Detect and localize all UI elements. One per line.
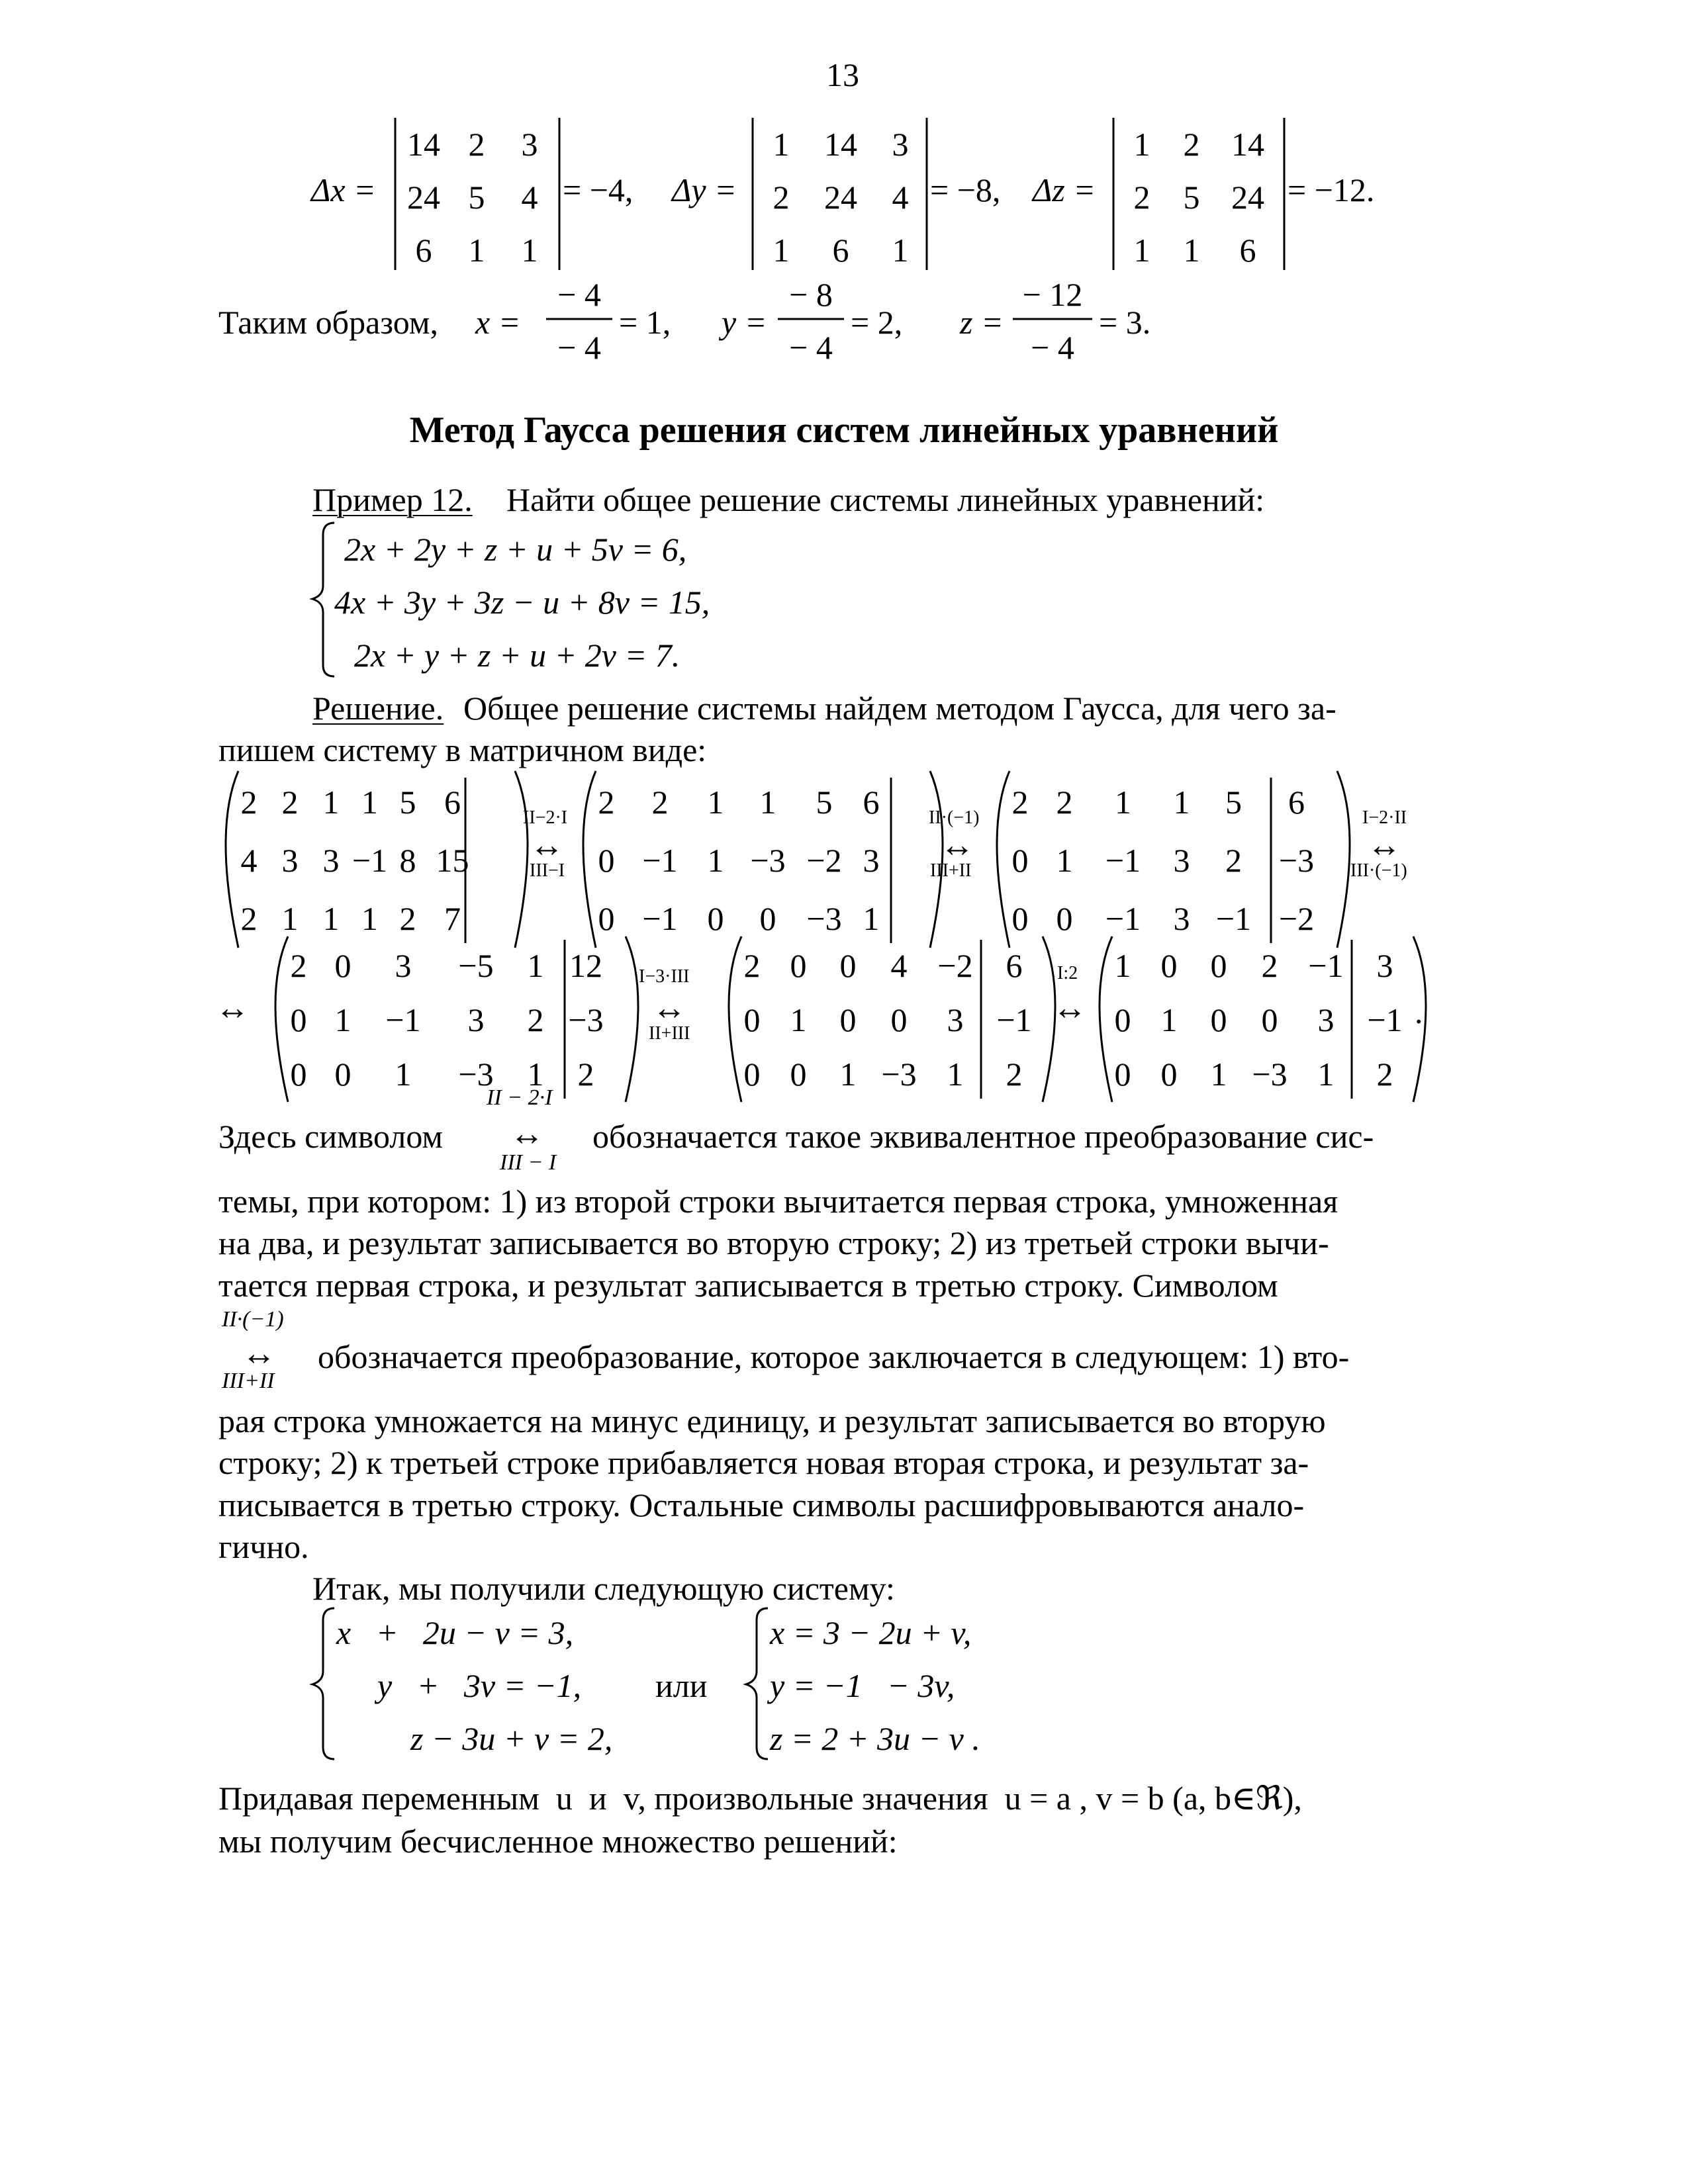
matrix-m5-cell-0-2: 0 xyxy=(839,947,857,984)
delta-y-cell-0-1: 14 xyxy=(824,126,857,163)
y-rhs: = 2, xyxy=(851,304,903,341)
system-eq-3: 2x + y + z + u + 2v = 7. xyxy=(354,637,680,674)
expl-sym2-top: II·(−1) xyxy=(222,1307,284,1332)
matrix-m1-cell-0-5: 6 xyxy=(444,784,461,821)
matrix-m1-cell-0-4: 5 xyxy=(399,784,416,821)
matrix-m2-cell-0-3: 1 xyxy=(759,784,776,821)
matrix-m6-cell-1-0: 0 xyxy=(1114,1001,1131,1038)
delta-x-cell-0-0: 14 xyxy=(407,126,440,163)
x-denominator: − 4 xyxy=(557,329,601,366)
delta-z-result: = −12. xyxy=(1288,171,1375,208)
delta-z-cell-1-0: 2 xyxy=(1133,179,1150,216)
matrix-m2-cell-0-0: 2 xyxy=(598,784,615,821)
result-right-3: z = 2 + 3u − v . xyxy=(770,1720,980,1757)
matrix-m2-cell-2-1: −1 xyxy=(642,900,678,937)
matrix-m2-cell-0-4: 5 xyxy=(816,784,833,821)
delta-x-cell-1-0: 24 xyxy=(407,179,440,216)
delta-y-cell-1-1: 24 xyxy=(824,179,857,216)
matrix-m3-cell-2-3: 3 xyxy=(1173,900,1190,937)
expl-p1-end: обозначается такое эквивалентное преобразование сис- xyxy=(592,1118,1374,1155)
delta-y-label: Δy = xyxy=(672,171,737,208)
matrix-m2-cell-1-5: 3 xyxy=(863,842,880,879)
delta-z-cell-1-1: 5 xyxy=(1183,179,1200,216)
matrix-m3-cell-0-2: 1 xyxy=(1115,784,1131,821)
op4-bottom: II+III xyxy=(649,1023,690,1044)
matrix-m4-cell-0-4: 1 xyxy=(527,947,544,984)
matrix-m1-cell-1-2: 3 xyxy=(322,842,340,879)
delta-x-label: Δx = xyxy=(311,171,376,208)
matrix-m3-cell-0-3: 1 xyxy=(1173,784,1190,821)
matrix-m2-cell-0-5: 6 xyxy=(863,784,880,821)
matrix-m6-cell-2-3: −3 xyxy=(1252,1056,1288,1093)
matrix-m1-cell-2-0: 2 xyxy=(240,900,258,937)
matrix-m5-cell-1-0: 0 xyxy=(743,1001,761,1038)
delta-z-cell-2-0: 1 xyxy=(1133,232,1150,269)
expl-sym2-bottom: III+II xyxy=(222,1369,275,1393)
matrix-m5-cell-2-1: 0 xyxy=(790,1056,807,1093)
matrix-m3-cell-2-4: −1 xyxy=(1215,900,1252,937)
delta-z-cell-2-1: 1 xyxy=(1183,232,1200,269)
delta-x-cell-2-1: 1 xyxy=(468,232,485,269)
matrix-m4-cell-2-5: 2 xyxy=(577,1056,594,1093)
matrix-m3-cell-2-0: 0 xyxy=(1011,900,1029,937)
matrix-m1-cell-1-0: 4 xyxy=(240,842,258,879)
delta-y-cell-1-0: 2 xyxy=(773,179,790,216)
matrix-m5-cell-2-3: −3 xyxy=(881,1056,917,1093)
op2-top: II·(−1) xyxy=(929,807,980,828)
matrix-m3-cell-0-5: 6 xyxy=(1288,784,1305,821)
matrix-end-period: . xyxy=(1415,993,1423,1030)
matrix-m4-cell-1-4: 2 xyxy=(527,1001,544,1038)
result-intro: Итак, мы получили следующую систему: xyxy=(312,1570,895,1607)
matrix-m1-cell-0-1: 2 xyxy=(281,784,299,821)
op3-arrow: ↔ xyxy=(1367,827,1401,864)
expl-p1-l4: тается первая строка, и результат записывается в третью строку. Символом xyxy=(218,1267,1278,1304)
solution-line-2: пишем систему в матричном виде: xyxy=(218,731,707,768)
op1-arrow: ↔ xyxy=(530,827,564,864)
expl-p1-start: Здесь символом xyxy=(218,1118,444,1155)
matrix-m3-cell-1-5: −3 xyxy=(1278,842,1315,879)
matrix-m5-cell-1-4: 3 xyxy=(947,1001,964,1038)
delta-z-cell-0-2: 14 xyxy=(1231,126,1264,163)
matrix-m6-cell-2-5: 2 xyxy=(1376,1056,1393,1093)
delta-y-cell-2-2: 1 xyxy=(892,232,909,269)
result-right-2: y = −1 − 3v, xyxy=(770,1667,955,1704)
system-eq-1: 2x + 2y + z + u + 5v = 6, xyxy=(344,531,687,568)
matrix-m4-cell-2-1: 0 xyxy=(334,1056,352,1093)
delta-x-cell-0-1: 2 xyxy=(468,126,485,163)
matrix-m6-cell-0-5: 3 xyxy=(1376,947,1393,984)
matrix-m2-cell-1-1: −1 xyxy=(642,842,678,879)
matrix-m6-cell-2-4: 1 xyxy=(1317,1056,1335,1093)
expl-p2-l1: обозначается преобразование, которое заключается в следующем: 1) вто- xyxy=(318,1338,1350,1375)
page-number: 13 xyxy=(826,56,859,93)
x-numerator: − 4 xyxy=(557,276,601,313)
matrix-m1-cell-0-3: 1 xyxy=(361,784,378,821)
delta-z-cell-1-2: 24 xyxy=(1231,179,1264,216)
matrix-m6-cell-0-4: −1 xyxy=(1308,947,1344,984)
matrix-m5-cell-0-4: −2 xyxy=(937,947,973,984)
delta-y-result: = −8, xyxy=(930,171,1001,208)
matrix-m2-cell-1-4: −2 xyxy=(806,842,842,879)
op4-top: I−3·III xyxy=(639,966,690,987)
delta-x-cell-0-2: 3 xyxy=(521,126,538,163)
matrix-m3-cell-2-2: −1 xyxy=(1105,900,1141,937)
op4-arrow: ↔ xyxy=(652,989,686,1027)
system-eq-2: 4x + 3y + 3z − u + 8v = 15, xyxy=(334,584,710,621)
matrix-m4-cell-1-1: 1 xyxy=(334,1001,352,1038)
matrix-m6-cell-2-2: 1 xyxy=(1210,1056,1227,1093)
matrix-m5-cell-0-3: 4 xyxy=(890,947,908,984)
matrix-m5-cell-2-4: 1 xyxy=(947,1056,964,1093)
expl-p1-l3: на два, и результат записывается во вторую строку; 2) из третьей строки вычи- xyxy=(218,1224,1329,1261)
matrix-m4-cell-0-3: −5 xyxy=(458,947,494,984)
matrix-m3-cell-2-5: −2 xyxy=(1278,900,1315,937)
matrix-m3-cell-1-0: 0 xyxy=(1011,842,1029,879)
matrix-m6-cell-0-2: 0 xyxy=(1210,947,1227,984)
op3-bottom: III·(−1) xyxy=(1350,860,1407,881)
expl-p2-l3: строку; 2) к третьей строке прибавляется новая вторая строка, и результат за- xyxy=(218,1444,1309,1481)
delta-y-cell-0-2: 3 xyxy=(892,126,909,163)
matrix-m6-cell-1-3: 0 xyxy=(1261,1001,1278,1038)
matrix-m2-cell-2-2: 0 xyxy=(707,900,724,937)
matrix-m1-cell-0-0: 2 xyxy=(240,784,258,821)
matrix-m6-cell-1-4: 3 xyxy=(1317,1001,1335,1038)
delta-y-cell-2-0: 1 xyxy=(773,232,790,269)
delta-x-result: = −4, xyxy=(563,171,633,208)
leading-arrow: ↔ xyxy=(215,989,250,1027)
matrix-m4-cell-2-3: −3 xyxy=(458,1056,494,1093)
matrix-m2-cell-1-3: −3 xyxy=(750,842,786,879)
op2-arrow: ↔ xyxy=(940,827,974,864)
matrix-m4-cell-2-2: 1 xyxy=(395,1056,412,1093)
x-rhs: = 1, xyxy=(619,304,671,341)
matrix-m4-cell-0-1: 0 xyxy=(334,947,352,984)
matrix-m6-cell-1-5: −1 xyxy=(1367,1001,1403,1038)
delta-x-cell-2-2: 1 xyxy=(521,232,538,269)
matrix-m6-cell-2-0: 0 xyxy=(1114,1056,1131,1093)
matrix-m3-cell-2-1: 0 xyxy=(1056,900,1073,937)
result-or: или xyxy=(655,1667,708,1704)
z-lhs: z = xyxy=(960,304,1004,341)
matrix-m1-cell-1-5: 15 xyxy=(436,842,469,879)
matrix-m3-cell-0-0: 2 xyxy=(1011,784,1029,821)
matrix-m4-cell-1-0: 0 xyxy=(290,1001,307,1038)
matrix-m5-cell-0-5: 6 xyxy=(1006,947,1023,984)
expl-sym1-arrow: ↔ xyxy=(510,1115,544,1153)
expl-p1-l2: темы, при котором: 1) из второй строки вычитается первая строка, умноженная xyxy=(218,1183,1338,1220)
matrix-m5-cell-0-1: 0 xyxy=(790,947,807,984)
matrix-m6-cell-2-1: 0 xyxy=(1160,1056,1178,1093)
matrix-m2-cell-2-0: 0 xyxy=(598,900,615,937)
delta-x-cell-1-1: 5 xyxy=(468,179,485,216)
matrix-m5-cell-1-5: −1 xyxy=(996,1001,1032,1038)
matrix-m3-cell-0-4: 5 xyxy=(1225,784,1242,821)
op3-top: I−2·II xyxy=(1362,807,1407,828)
matrix-m1-cell-2-5: 7 xyxy=(444,900,461,937)
matrix-m2-cell-0-2: 1 xyxy=(707,784,724,821)
delta-z-cell-2-2: 6 xyxy=(1239,232,1256,269)
delta-z-cell-0-1: 2 xyxy=(1183,126,1200,163)
expl-sym1-bottom: III − I xyxy=(500,1150,557,1175)
solution-label: Решение. xyxy=(312,690,444,727)
delta-y-cell-1-2: 4 xyxy=(892,179,909,216)
op1-top: II−2·I xyxy=(523,807,568,828)
matrix-m3-cell-0-1: 2 xyxy=(1056,784,1073,821)
matrix-m4-cell-1-5: −3 xyxy=(568,1001,604,1038)
matrix-m3-cell-1-4: 2 xyxy=(1225,842,1242,879)
matrix-m4-cell-2-0: 0 xyxy=(290,1056,307,1093)
y-denominator: − 4 xyxy=(789,329,833,366)
expl-sym2-arrow: ↔ xyxy=(242,1335,276,1373)
matrix-m2-cell-1-2: 1 xyxy=(707,842,724,879)
matrix-m2-cell-1-0: 0 xyxy=(598,842,615,879)
matrix-m1-cell-1-4: 8 xyxy=(399,842,416,879)
matrix-m3-cell-1-2: −1 xyxy=(1105,842,1141,879)
matrix-m1-cell-2-4: 2 xyxy=(399,900,416,937)
z-numerator: − 12 xyxy=(1022,276,1083,313)
matrix-m1-cell-1-3: −1 xyxy=(352,842,388,879)
matrix-m2-cell-0-1: 2 xyxy=(651,784,669,821)
expl-sym1-top: II − 2·I xyxy=(487,1085,553,1110)
matrix-m5-cell-1-3: 0 xyxy=(890,1001,908,1038)
matrix-m1-cell-0-2: 1 xyxy=(322,784,340,821)
result-left-2: y + 3v = −1, xyxy=(377,1667,582,1704)
expl-p2-l5: гично. xyxy=(218,1528,309,1565)
matrix-m2-cell-2-3: 0 xyxy=(759,900,776,937)
y-numerator: − 8 xyxy=(789,276,833,313)
final-line-2: мы получим бесчисленное множество решений: xyxy=(218,1823,898,1860)
z-denominator: − 4 xyxy=(1031,329,1074,366)
delta-z-cell-0-0: 1 xyxy=(1133,126,1150,163)
y-lhs: y = xyxy=(722,304,767,341)
matrix-m5-cell-2-0: 0 xyxy=(743,1056,761,1093)
final-line-1: Придавая переменным u и v, произвольные значения u = a , v = b (a, b∈ℜ), xyxy=(218,1780,1302,1817)
matrix-m5-cell-1-1: 1 xyxy=(790,1001,807,1038)
delta-y-cell-2-1: 6 xyxy=(832,232,849,269)
matrix-m4-cell-1-2: −1 xyxy=(385,1001,421,1038)
delta-x-cell-2-0: 6 xyxy=(415,232,432,269)
matrix-m5-cell-2-5: 2 xyxy=(1006,1056,1023,1093)
matrix-m4-cell-1-3: 3 xyxy=(467,1001,485,1038)
matrix-m3-cell-1-1: 1 xyxy=(1056,842,1073,879)
matrix-m6-cell-0-3: 2 xyxy=(1261,947,1278,984)
matrix-m4-cell-0-2: 3 xyxy=(395,947,412,984)
expl-p2-l2: рая строка умножается на минус единицу, и результат записывается во вторую xyxy=(218,1402,1326,1439)
matrix-m1-cell-2-2: 1 xyxy=(322,900,340,937)
result-left-1: x + 2u − v = 3, xyxy=(336,1614,574,1651)
matrix-m1-cell-2-3: 1 xyxy=(361,900,378,937)
matrix-m4-cell-2-4: 1 xyxy=(527,1056,544,1093)
matrix-m4-cell-0-0: 2 xyxy=(290,947,307,984)
matrix-m6-cell-0-0: 1 xyxy=(1114,947,1131,984)
matrix-m3-cell-1-3: 3 xyxy=(1173,842,1190,879)
solution-line-1: Общее решение системы найдем методом Гаусса, для чего за- xyxy=(463,690,1336,727)
matrix-m1-cell-1-1: 3 xyxy=(281,842,299,879)
op2-bottom: III+II xyxy=(930,860,972,881)
x-lhs: x = xyxy=(475,304,521,341)
result-right-1: x = 3 − 2u + v, xyxy=(770,1614,972,1651)
op5-top: I:2 xyxy=(1057,963,1078,983)
matrix-m5-cell-0-0: 2 xyxy=(743,947,761,984)
matrix-m6-cell-0-1: 0 xyxy=(1160,947,1178,984)
cramer-intro: Таким образом, xyxy=(218,304,438,341)
result-left-3: z − 3u + v = 2, xyxy=(410,1720,613,1757)
op1-bottom: III−I xyxy=(530,860,565,881)
op5-arrow: ↔ xyxy=(1053,989,1087,1027)
section-title: Метод Гаусса решения систем линейных уравнений xyxy=(409,410,1279,451)
matrix-m2-cell-2-5: 1 xyxy=(863,900,880,937)
matrix-m2-cell-2-4: −3 xyxy=(806,900,842,937)
expl-p2-l4: писывается в третью строку. Остальные символы расшифровываются анало- xyxy=(218,1486,1305,1524)
matrix-m6-cell-1-2: 0 xyxy=(1210,1001,1227,1038)
z-rhs: = 3. xyxy=(1099,304,1151,341)
matrix-m5-cell-2-2: 1 xyxy=(839,1056,857,1093)
example-statement: Найти общее решение системы линейных уравнений: xyxy=(506,481,1265,518)
delta-z-label: Δz = xyxy=(1033,171,1096,208)
matrix-m5-cell-1-2: 0 xyxy=(839,1001,857,1038)
example-label: Пример 12. xyxy=(312,481,473,518)
matrix-m6-cell-1-1: 1 xyxy=(1160,1001,1178,1038)
delta-y-cell-0-0: 1 xyxy=(773,126,790,163)
matrix-m1-cell-2-1: 1 xyxy=(281,900,299,937)
matrix-m4-cell-0-5: 12 xyxy=(569,947,602,984)
delta-x-cell-1-2: 4 xyxy=(521,179,538,216)
